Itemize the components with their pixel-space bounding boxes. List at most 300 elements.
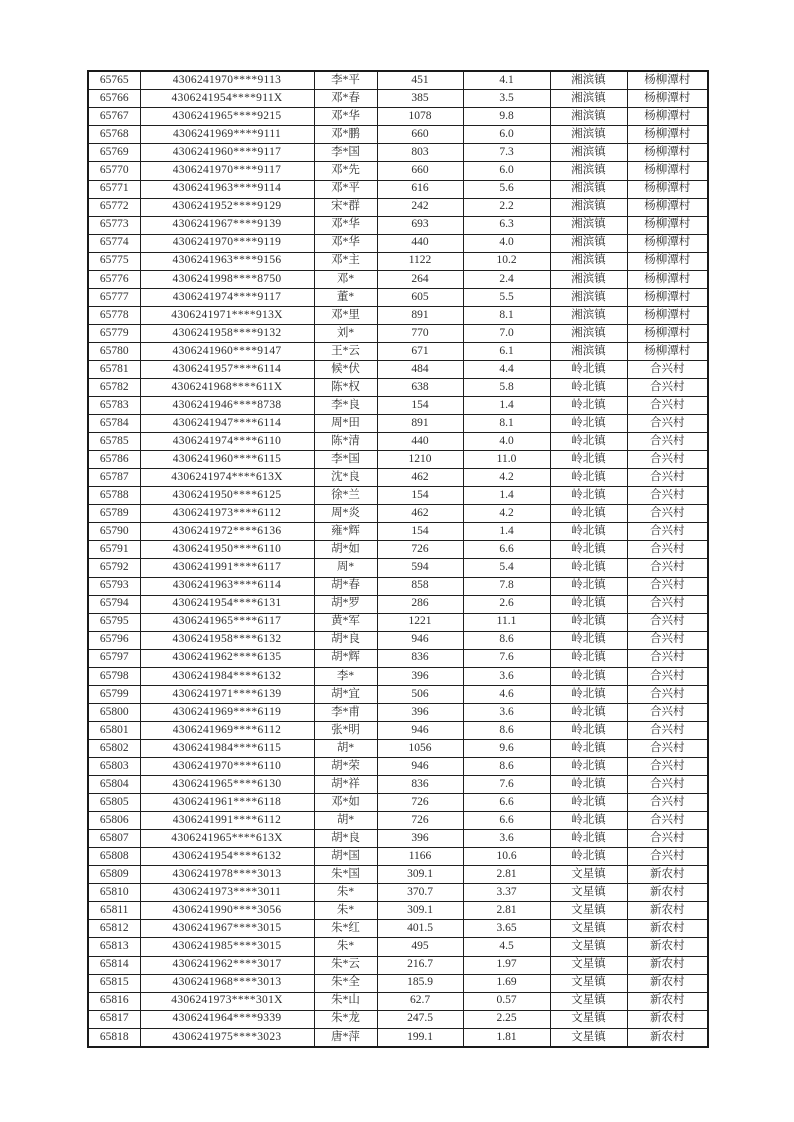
table-row xyxy=(88,198,708,216)
area-cell: 1.97 xyxy=(463,956,550,974)
serial-cell: 65778 xyxy=(88,306,140,324)
area-cell: 5.5 xyxy=(463,288,550,306)
area-cell: 8.6 xyxy=(463,721,550,739)
village-cell: 杨柳潭村 xyxy=(627,162,708,180)
amount-cell: 638 xyxy=(377,379,463,397)
amount-cell: 946 xyxy=(377,721,463,739)
id-number-cell: 4306241965****613X xyxy=(140,830,314,848)
area-cell: 2.4 xyxy=(463,270,550,288)
serial-cell: 65799 xyxy=(88,685,140,703)
amount-cell: 616 xyxy=(377,180,463,198)
town-cell: 文星镇 xyxy=(550,938,627,956)
amount-cell: 495 xyxy=(377,938,463,956)
table-row xyxy=(88,758,708,776)
amount-cell: 199.1 xyxy=(377,1028,463,1047)
town-cell: 湘滨镇 xyxy=(550,342,627,360)
id-number-cell: 4306241967****3015 xyxy=(140,920,314,938)
id-number-cell: 4306241965****6117 xyxy=(140,613,314,631)
village-cell: 杨柳潭村 xyxy=(627,252,708,270)
table-row xyxy=(88,469,708,487)
table-row xyxy=(88,794,708,812)
amount-cell: 370.7 xyxy=(377,884,463,902)
village-cell: 合兴村 xyxy=(627,523,708,541)
id-number-cell: 4306241972****6136 xyxy=(140,523,314,541)
town-cell: 文星镇 xyxy=(550,1028,627,1047)
amount-cell: 385 xyxy=(377,90,463,108)
table-row xyxy=(88,288,708,306)
town-cell: 岭北镇 xyxy=(550,523,627,541)
table-row xyxy=(88,397,708,415)
town-cell: 岭北镇 xyxy=(550,559,627,577)
name-cell: 朱*云 xyxy=(314,956,377,974)
name-cell: 徐*兰 xyxy=(314,487,377,505)
name-cell: 唐*萍 xyxy=(314,1028,377,1047)
amount-cell: 1122 xyxy=(377,252,463,270)
name-cell: 胡* xyxy=(314,812,377,830)
id-number-cell: 4306241967****9139 xyxy=(140,216,314,234)
serial-cell: 65808 xyxy=(88,848,140,866)
serial-cell: 65776 xyxy=(88,270,140,288)
town-cell: 湘滨镇 xyxy=(550,162,627,180)
area-cell: 0.57 xyxy=(463,992,550,1010)
village-cell: 合兴村 xyxy=(627,379,708,397)
village-cell: 杨柳潭村 xyxy=(627,306,708,324)
area-cell: 4.2 xyxy=(463,505,550,523)
table-row xyxy=(88,685,708,703)
table-row xyxy=(88,126,708,144)
village-cell: 杨柳潭村 xyxy=(627,288,708,306)
area-cell: 8.6 xyxy=(463,758,550,776)
area-cell: 4.1 xyxy=(463,71,550,90)
area-cell: 4.6 xyxy=(463,685,550,703)
amount-cell: 946 xyxy=(377,631,463,649)
serial-cell: 65788 xyxy=(88,487,140,505)
serial-cell: 65809 xyxy=(88,866,140,884)
name-cell: 胡*罗 xyxy=(314,595,377,613)
serial-cell: 65767 xyxy=(88,108,140,126)
name-cell: 胡*春 xyxy=(314,577,377,595)
serial-cell: 65785 xyxy=(88,433,140,451)
id-number-cell: 4306241970****6110 xyxy=(140,758,314,776)
id-number-cell: 4306241960****9117 xyxy=(140,144,314,162)
id-number-cell: 4306241954****911X xyxy=(140,90,314,108)
id-number-cell: 4306241975****3023 xyxy=(140,1028,314,1047)
village-cell: 新农村 xyxy=(627,1010,708,1028)
id-number-cell: 4306241950****6110 xyxy=(140,541,314,559)
area-cell: 9.8 xyxy=(463,108,550,126)
amount-cell: 247.5 xyxy=(377,1010,463,1028)
id-number-cell: 4306241947****6114 xyxy=(140,415,314,433)
village-cell: 合兴村 xyxy=(627,758,708,776)
area-cell: 3.6 xyxy=(463,830,550,848)
table-row xyxy=(88,703,708,721)
name-cell: 胡*祥 xyxy=(314,776,377,794)
table-row xyxy=(88,739,708,757)
name-cell: 周* xyxy=(314,559,377,577)
village-cell: 新农村 xyxy=(627,974,708,992)
table-row xyxy=(88,451,708,469)
serial-cell: 65810 xyxy=(88,884,140,902)
table-row xyxy=(88,884,708,902)
amount-cell: 726 xyxy=(377,541,463,559)
id-number-cell: 4306241965****6130 xyxy=(140,776,314,794)
amount-cell: 891 xyxy=(377,415,463,433)
village-cell: 杨柳潭村 xyxy=(627,234,708,252)
village-cell: 新农村 xyxy=(627,956,708,974)
id-number-cell: 4306241970****9113 xyxy=(140,71,314,90)
id-number-cell: 4306241962****3017 xyxy=(140,956,314,974)
area-cell: 4.4 xyxy=(463,360,550,378)
amount-cell: 605 xyxy=(377,288,463,306)
amount-cell: 242 xyxy=(377,198,463,216)
table-row xyxy=(88,974,708,992)
amount-cell: 836 xyxy=(377,776,463,794)
village-cell: 杨柳潭村 xyxy=(627,216,708,234)
name-cell: 邓*如 xyxy=(314,794,377,812)
id-number-cell: 4306241946****8738 xyxy=(140,397,314,415)
village-cell: 合兴村 xyxy=(627,830,708,848)
area-cell: 6.3 xyxy=(463,216,550,234)
town-cell: 岭北镇 xyxy=(550,613,627,631)
town-cell: 湘滨镇 xyxy=(550,108,627,126)
name-cell: 朱*国 xyxy=(314,866,377,884)
area-cell: 9.6 xyxy=(463,739,550,757)
name-cell: 邓*华 xyxy=(314,108,377,126)
town-cell: 湘滨镇 xyxy=(550,252,627,270)
village-cell: 合兴村 xyxy=(627,794,708,812)
serial-cell: 65790 xyxy=(88,523,140,541)
town-cell: 湘滨镇 xyxy=(550,306,627,324)
name-cell: 胡*良 xyxy=(314,830,377,848)
amount-cell: 309.1 xyxy=(377,866,463,884)
amount-cell: 836 xyxy=(377,649,463,667)
area-cell: 5.8 xyxy=(463,379,550,397)
table-row xyxy=(88,505,708,523)
serial-cell: 65792 xyxy=(88,559,140,577)
area-cell: 3.65 xyxy=(463,920,550,938)
village-cell: 合兴村 xyxy=(627,451,708,469)
table-row xyxy=(88,1010,708,1028)
village-cell: 合兴村 xyxy=(627,812,708,830)
table-row xyxy=(88,595,708,613)
town-cell: 湘滨镇 xyxy=(550,216,627,234)
area-cell: 1.4 xyxy=(463,523,550,541)
village-cell: 合兴村 xyxy=(627,505,708,523)
village-cell: 新农村 xyxy=(627,920,708,938)
table-row xyxy=(88,848,708,866)
id-number-cell: 4306241964****9339 xyxy=(140,1010,314,1028)
id-number-cell: 4306241973****6112 xyxy=(140,505,314,523)
area-cell: 6.0 xyxy=(463,162,550,180)
area-cell: 6.0 xyxy=(463,126,550,144)
id-number-cell: 4306241998****8750 xyxy=(140,270,314,288)
serial-cell: 65782 xyxy=(88,379,140,397)
name-cell: 李*国 xyxy=(314,451,377,469)
village-cell: 合兴村 xyxy=(627,559,708,577)
amount-cell: 1210 xyxy=(377,451,463,469)
serial-cell: 65771 xyxy=(88,180,140,198)
village-cell: 杨柳潭村 xyxy=(627,180,708,198)
table-row xyxy=(88,306,708,324)
town-cell: 岭北镇 xyxy=(550,703,627,721)
amount-cell: 401.5 xyxy=(377,920,463,938)
area-cell: 2.81 xyxy=(463,902,550,920)
village-cell: 合兴村 xyxy=(627,469,708,487)
town-cell: 岭北镇 xyxy=(550,433,627,451)
serial-cell: 65803 xyxy=(88,758,140,776)
table-row xyxy=(88,324,708,342)
village-cell: 合兴村 xyxy=(627,631,708,649)
serial-cell: 65791 xyxy=(88,541,140,559)
name-cell: 陈*权 xyxy=(314,379,377,397)
id-number-cell: 4306241963****9114 xyxy=(140,180,314,198)
amount-cell: 891 xyxy=(377,306,463,324)
table-row xyxy=(88,487,708,505)
area-cell: 2.6 xyxy=(463,595,550,613)
name-cell: 邓*鹏 xyxy=(314,126,377,144)
name-cell: 邓*华 xyxy=(314,234,377,252)
id-number-cell: 4306241963****6114 xyxy=(140,577,314,595)
table-row xyxy=(88,360,708,378)
id-number-cell: 4306241960****9147 xyxy=(140,342,314,360)
serial-cell: 65796 xyxy=(88,631,140,649)
id-number-cell: 4306241974****6110 xyxy=(140,433,314,451)
town-cell: 岭北镇 xyxy=(550,505,627,523)
id-number-cell: 4306241974****613X xyxy=(140,469,314,487)
serial-cell: 65787 xyxy=(88,469,140,487)
name-cell: 雍*辉 xyxy=(314,523,377,541)
village-cell: 新农村 xyxy=(627,992,708,1010)
table-row xyxy=(88,180,708,198)
village-cell: 合兴村 xyxy=(627,685,708,703)
town-cell: 文星镇 xyxy=(550,920,627,938)
serial-cell: 65812 xyxy=(88,920,140,938)
area-cell: 7.3 xyxy=(463,144,550,162)
name-cell: 王*云 xyxy=(314,342,377,360)
id-number-cell: 4306241970****9119 xyxy=(140,234,314,252)
town-cell: 岭北镇 xyxy=(550,794,627,812)
amount-cell: 770 xyxy=(377,324,463,342)
village-cell: 杨柳潭村 xyxy=(627,108,708,126)
table-row xyxy=(88,433,708,451)
village-cell: 合兴村 xyxy=(627,703,708,721)
village-cell: 杨柳潭村 xyxy=(627,90,708,108)
serial-cell: 65817 xyxy=(88,1010,140,1028)
name-cell: 邓*里 xyxy=(314,306,377,324)
name-cell: 胡*国 xyxy=(314,848,377,866)
table-row xyxy=(88,920,708,938)
amount-cell: 440 xyxy=(377,234,463,252)
serial-cell: 65818 xyxy=(88,1028,140,1047)
serial-cell: 65780 xyxy=(88,342,140,360)
id-number-cell: 4306241969****6112 xyxy=(140,721,314,739)
name-cell: 宋*群 xyxy=(314,198,377,216)
town-cell: 文星镇 xyxy=(550,884,627,902)
amount-cell: 264 xyxy=(377,270,463,288)
town-cell: 岭北镇 xyxy=(550,776,627,794)
id-number-cell: 4306241970****9117 xyxy=(140,162,314,180)
table-row xyxy=(88,415,708,433)
serial-cell: 65805 xyxy=(88,794,140,812)
town-cell: 文星镇 xyxy=(550,992,627,1010)
name-cell: 胡*荣 xyxy=(314,758,377,776)
name-cell: 邓*华 xyxy=(314,216,377,234)
table-row xyxy=(88,956,708,974)
village-cell: 合兴村 xyxy=(627,776,708,794)
name-cell: 周*田 xyxy=(314,415,377,433)
table-row xyxy=(88,1028,708,1047)
town-cell: 岭北镇 xyxy=(550,487,627,505)
name-cell: 董* xyxy=(314,288,377,306)
name-cell: 李*甫 xyxy=(314,703,377,721)
village-cell: 合兴村 xyxy=(627,415,708,433)
village-cell: 新农村 xyxy=(627,866,708,884)
area-cell: 5.4 xyxy=(463,559,550,577)
serial-cell: 65802 xyxy=(88,739,140,757)
serial-cell: 65801 xyxy=(88,721,140,739)
id-number-cell: 4306241965****9215 xyxy=(140,108,314,126)
id-number-cell: 4306241990****3056 xyxy=(140,902,314,920)
village-cell: 新农村 xyxy=(627,884,708,902)
village-cell: 新农村 xyxy=(627,902,708,920)
table-row xyxy=(88,252,708,270)
table-body xyxy=(88,71,708,1047)
serial-cell: 65811 xyxy=(88,902,140,920)
serial-cell: 65777 xyxy=(88,288,140,306)
name-cell: 李*国 xyxy=(314,144,377,162)
town-cell: 文星镇 xyxy=(550,866,627,884)
name-cell: 陈*清 xyxy=(314,433,377,451)
amount-cell: 484 xyxy=(377,360,463,378)
id-number-cell: 4306241952****9129 xyxy=(140,198,314,216)
table-row xyxy=(88,649,708,667)
amount-cell: 506 xyxy=(377,685,463,703)
amount-cell: 946 xyxy=(377,758,463,776)
name-cell: 朱*全 xyxy=(314,974,377,992)
town-cell: 岭北镇 xyxy=(550,451,627,469)
town-cell: 文星镇 xyxy=(550,956,627,974)
id-number-cell: 4306241950****6125 xyxy=(140,487,314,505)
serial-cell: 65786 xyxy=(88,451,140,469)
serial-cell: 65794 xyxy=(88,595,140,613)
table-row xyxy=(88,812,708,830)
amount-cell: 726 xyxy=(377,794,463,812)
village-cell: 合兴村 xyxy=(627,541,708,559)
village-cell: 新农村 xyxy=(627,1028,708,1047)
town-cell: 岭北镇 xyxy=(550,541,627,559)
table-row xyxy=(88,667,708,685)
amount-cell: 1221 xyxy=(377,613,463,631)
town-cell: 文星镇 xyxy=(550,1010,627,1028)
name-cell: 邓*平 xyxy=(314,180,377,198)
area-cell: 11.0 xyxy=(463,451,550,469)
town-cell: 岭北镇 xyxy=(550,379,627,397)
town-cell: 文星镇 xyxy=(550,902,627,920)
amount-cell: 1056 xyxy=(377,739,463,757)
amount-cell: 154 xyxy=(377,523,463,541)
village-cell: 合兴村 xyxy=(627,649,708,667)
village-cell: 合兴村 xyxy=(627,721,708,739)
name-cell: 朱* xyxy=(314,902,377,920)
name-cell: 胡* xyxy=(314,739,377,757)
id-number-cell: 4306241954****6131 xyxy=(140,595,314,613)
id-number-cell: 4306241960****6115 xyxy=(140,451,314,469)
serial-cell: 65784 xyxy=(88,415,140,433)
village-cell: 合兴村 xyxy=(627,433,708,451)
id-number-cell: 4306241969****6119 xyxy=(140,703,314,721)
area-cell: 3.37 xyxy=(463,884,550,902)
area-cell: 10.6 xyxy=(463,848,550,866)
town-cell: 岭北镇 xyxy=(550,577,627,595)
amount-cell: 858 xyxy=(377,577,463,595)
table-row xyxy=(88,216,708,234)
serial-cell: 65789 xyxy=(88,505,140,523)
id-number-cell: 4306241991****6117 xyxy=(140,559,314,577)
area-cell: 3.6 xyxy=(463,703,550,721)
amount-cell: 396 xyxy=(377,667,463,685)
name-cell: 朱*龙 xyxy=(314,1010,377,1028)
serial-cell: 65770 xyxy=(88,162,140,180)
serial-cell: 65813 xyxy=(88,938,140,956)
table-row xyxy=(88,162,708,180)
amount-cell: 594 xyxy=(377,559,463,577)
town-cell: 岭北镇 xyxy=(550,812,627,830)
records-table xyxy=(87,70,709,1048)
amount-cell: 462 xyxy=(377,469,463,487)
town-cell: 湘滨镇 xyxy=(550,180,627,198)
table-row xyxy=(88,721,708,739)
id-number-cell: 4306241984****6132 xyxy=(140,667,314,685)
name-cell: 朱* xyxy=(314,884,377,902)
name-cell: 候*伏 xyxy=(314,360,377,378)
town-cell: 湘滨镇 xyxy=(550,198,627,216)
id-number-cell: 4306241971****6139 xyxy=(140,685,314,703)
village-cell: 合兴村 xyxy=(627,848,708,866)
amount-cell: 309.1 xyxy=(377,902,463,920)
area-cell: 6.6 xyxy=(463,541,550,559)
serial-cell: 65816 xyxy=(88,992,140,1010)
village-cell: 新农村 xyxy=(627,938,708,956)
serial-cell: 65768 xyxy=(88,126,140,144)
table-row xyxy=(88,108,708,126)
town-cell: 岭北镇 xyxy=(550,631,627,649)
serial-cell: 65775 xyxy=(88,252,140,270)
name-cell: 胡*宜 xyxy=(314,685,377,703)
table-row xyxy=(88,992,708,1010)
table-row xyxy=(88,902,708,920)
table-row xyxy=(88,523,708,541)
area-cell: 3.5 xyxy=(463,90,550,108)
amount-cell: 154 xyxy=(377,397,463,415)
name-cell: 胡*良 xyxy=(314,631,377,649)
serial-cell: 65798 xyxy=(88,667,140,685)
name-cell: 朱*山 xyxy=(314,992,377,1010)
town-cell: 湘滨镇 xyxy=(550,144,627,162)
village-cell: 合兴村 xyxy=(627,397,708,415)
id-number-cell: 4306241968****611X xyxy=(140,379,314,397)
village-cell: 杨柳潭村 xyxy=(627,71,708,90)
area-cell: 2.81 xyxy=(463,866,550,884)
area-cell: 7.6 xyxy=(463,649,550,667)
area-cell: 7.6 xyxy=(463,776,550,794)
table-row xyxy=(88,613,708,631)
id-number-cell: 4306241973****3011 xyxy=(140,884,314,902)
amount-cell: 660 xyxy=(377,162,463,180)
table-row xyxy=(88,776,708,794)
amount-cell: 216.7 xyxy=(377,956,463,974)
town-cell: 湘滨镇 xyxy=(550,234,627,252)
town-cell: 湘滨镇 xyxy=(550,324,627,342)
